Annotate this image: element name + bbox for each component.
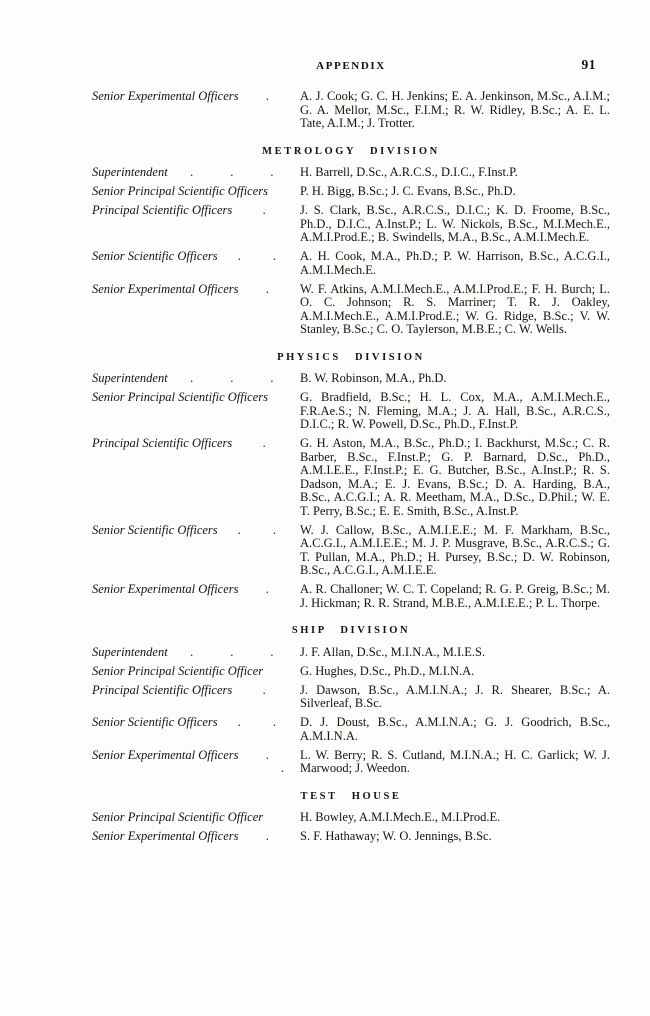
- division-section: [92, 351, 610, 611]
- entry-leader-dots: [168, 166, 300, 180]
- entry-label: [92, 524, 300, 538]
- division-section: [92, 90, 610, 131]
- entry-label-line: [92, 811, 300, 825]
- entry-label-line: [92, 583, 300, 597]
- entry-value: L. W. Berry; R. S. Cutland, M.I.N.A.; H. C. Garlick; W. J. Marwood; J. Weedon.: [300, 747, 610, 775]
- entry-label-line: [92, 524, 300, 538]
- entry-label-text: Superintendent: [92, 644, 168, 659]
- entry-leader-dots: [239, 749, 301, 763]
- entry-label-text: Senior Experimental Officers: [92, 89, 239, 103]
- entry-label-text: Senior Principal Scientific Officers: [92, 390, 269, 404]
- entry-label-line: [92, 437, 300, 451]
- staff-entry-row: [92, 437, 610, 518]
- page-title: APPENDIX: [316, 60, 386, 72]
- staff-entry-row: [92, 391, 610, 432]
- entry-label: [92, 372, 300, 386]
- entry-value: A. R. Challoner; W. C. T. Copeland; R. G. P. Greig, B.Sc.; M. J. Hickman; R. R. Strand, M.B.E., A.M.I.E.E.; P. L. Thorpe.: [300, 582, 610, 610]
- entry-label: [92, 583, 300, 597]
- entry-label: [92, 283, 300, 297]
- leader-dot: .: [272, 522, 276, 537]
- entry-label-text: Senior Scientific Officers: [92, 715, 218, 729]
- staff-entry-row: [92, 204, 610, 245]
- running-header: [92, 57, 610, 75]
- leader-dot: .: [190, 644, 194, 659]
- entry-label-text: Senior Experimental Officers: [92, 829, 239, 843]
- staff-entry-row: [92, 646, 610, 660]
- section-heading: SHIP DIVISION: [291, 625, 411, 636]
- staff-entry-row: [92, 716, 610, 743]
- leader-dot: .: [190, 165, 194, 179]
- entry-leader-dots: [218, 524, 300, 538]
- entry-label-line: [92, 90, 300, 104]
- entry-label: [92, 684, 300, 698]
- entry-label-line: [92, 185, 300, 199]
- entry-label-line: [92, 204, 300, 218]
- entry-label: [92, 166, 300, 180]
- staff-entry-row: [92, 90, 610, 131]
- entry-label-line: [92, 166, 300, 180]
- staff-entry-row: [92, 749, 610, 776]
- entry-label: [92, 716, 300, 730]
- entry-label: [92, 749, 300, 776]
- entry-value: G. H. Aston, M.A., B.Sc., Ph.D.; I. Backhurst, M.Sc.; C. R. Barber, B.Sc., F.Inst.P.; G. P. Barnard, D.Sc., Ph.D., A.M.I.E.E., F.Inst.P.; E. G. Butcher, B.Sc., A.Inst.P.; R. S. Dadson, M.A.; E. J. Evans, B.Sc.; D. A. Harding, B.A., B.Sc., A.C.G.I.; A. R. Meetham, M.A., D.Sc., D.Phil.; W. E. T. Perry, B.Sc.; E. E. Smith, B.Sc., A.Inst.P.: [300, 436, 610, 518]
- entry-label-text: Principal Scientific Officers: [92, 203, 233, 217]
- leader-dot: .: [190, 371, 194, 385]
- leader-dot: .: [237, 715, 241, 729]
- leader-dot: .: [270, 165, 274, 179]
- entry-value: H. Bowley, A.M.I.Mech.E., M.I.Prod.E.: [300, 810, 501, 824]
- entry-label-line: [92, 372, 300, 386]
- entry-leader-dots: [239, 583, 301, 597]
- entry-label-text: Senior Principal Scientific Officers: [92, 184, 269, 198]
- leader-dot: .: [265, 747, 269, 762]
- staff-entry-row: [92, 283, 610, 337]
- entry-label-text: Senior Experimental Officers: [92, 281, 239, 296]
- entry-label-line: [92, 250, 300, 264]
- division-section: [92, 624, 610, 776]
- leader-dot: .: [272, 249, 276, 263]
- section-heading: METROLOGY DIVISION: [262, 145, 440, 157]
- entry-label-line: [92, 391, 300, 405]
- staff-entry-row: [92, 811, 610, 825]
- entry-label-text: Senior Scientific Officers: [92, 249, 218, 263]
- entry-label-text: Senior Principal Scientific Officer: [92, 810, 264, 824]
- entry-value: W. J. Callow, B.Sc., A.M.I.E.E.; M. F. Markham, B.Sc., A.C.G.I., A.M.I.E.E.; M. J. P. Musgrave, B.Sc., A.R.C.S.; G. T. Pullan, M.A., Ph.D.; H. Pursey, B.Sc.; D. W. Robinson, B.Sc., A.C.G.I., A.M.I.E.E.: [300, 522, 610, 577]
- leader-dot: .: [262, 436, 266, 450]
- entry-value: G. Hughes, D.Sc., Ph.D., M.I.N.A.: [300, 663, 475, 678]
- section-entries: [92, 166, 610, 337]
- entry-label-text: Senior Principal Scientific Officer: [92, 663, 264, 678]
- entry-value: D. J. Doust, B.Sc., A.M.I.N.A.; G. J. Goodrich, B.Sc., A.M.I.N.A.: [300, 715, 610, 743]
- section-entries: [92, 372, 610, 610]
- staff-entry-row: [92, 583, 610, 610]
- entry-label-line: [92, 749, 300, 763]
- section-entries: [92, 90, 610, 131]
- entry-leader-dots: [239, 830, 301, 844]
- leader-dot: .: [270, 371, 274, 385]
- entry-value: W. F. Atkins, A.M.I.Mech.E., A.M.I.Prod.E.; F. H. Burch; L. O. C. Johnson; R. S. Marriner; T. R. J. Oakley, A.M.I.Mech.E., A.M.I.Prod.E.; W. G. Ridge, B.Sc.; V. W. Stanley, B.Sc.; C. O. Taylerson, M.B.E.; C. W. Wells.: [300, 281, 610, 336]
- entry-label-text: Superintendent: [92, 371, 168, 385]
- entry-label: [92, 830, 300, 844]
- entry-label-text: Principal Scientific Officers: [92, 436, 233, 450]
- entry-label-line: [92, 646, 300, 660]
- leader-dot: .: [272, 715, 276, 729]
- entry-value: A. J. Cook; G. C. H. Jenkins; E. A. Jenkinson, M.Sc., A.I.M.; G. A. Mellor, M.Sc., F.I.M.; R. W. Ridley, B.Sc.; A. E. L. Tate, A.I.M.; J. Trotter.: [300, 89, 610, 130]
- entry-value: J. F. Allan, D.Sc., M.I.N.A., M.I.E.S.: [300, 644, 486, 659]
- entry-leader-dots: [218, 716, 300, 730]
- entry-value: P. H. Bigg, B.Sc.; J. C. Evans, B.Sc., Ph.D.: [300, 184, 516, 198]
- staff-entry-row: [92, 166, 610, 180]
- page-number: 91: [581, 57, 596, 72]
- entry-label-line: [92, 830, 300, 844]
- division-section: [92, 145, 610, 337]
- entry-label: [92, 90, 300, 104]
- entry-label: [92, 646, 300, 660]
- leader-dot: .: [265, 582, 269, 596]
- entry-label-line: [92, 716, 300, 730]
- staff-entry-row: [92, 830, 610, 844]
- entry-label: [92, 437, 300, 451]
- entry-label-text: Senior Experimental Officers: [92, 582, 239, 596]
- entry-label: [92, 250, 300, 264]
- leader-dot: .: [237, 249, 241, 263]
- leader-dot: .: [262, 203, 266, 217]
- entry-value: J. S. Clark, B.Sc., A.R.C.S., D.I.C.; K. D. Froome, B.Sc., Ph.D., D.I.C., A.Inst.P.; L. W. Nickols, B.Sc., M.I.Mech.E., A.M.I.Prod.E.; B. Swindells, M.A., B.Sc., A.M.I.Mech.E.: [300, 203, 610, 244]
- entry-leader-dots-line2: .: [280, 761, 284, 775]
- staff-entry-row: [92, 524, 610, 578]
- leader-dot: .: [265, 89, 269, 103]
- document-body: [92, 90, 610, 844]
- division-section: [92, 790, 610, 844]
- leader-dot: .: [265, 281, 269, 296]
- entry-value: G. Bradfield, B.Sc.; H. L. Cox, M.A., A.M.I.Mech.E., F.R.Ae.S.; N. Fleming, M.A.; J. A. Hall, B.Sc., A.R.C.S., D.I.C.; R. W. Powell, D.Sc., Ph.D., F.Inst.P.: [300, 390, 610, 431]
- entry-label-text: Senior Scientific Officers: [92, 522, 218, 537]
- entry-label-line: [92, 665, 300, 679]
- staff-entry-row: [92, 372, 610, 386]
- leader-dot: .: [237, 522, 241, 537]
- section-entries: [92, 811, 610, 844]
- entry-leader-dots: [232, 684, 300, 698]
- entry-leader-dots: [239, 283, 301, 297]
- section-heading: TEST HOUSE: [300, 790, 402, 802]
- entry-leader-dots: [218, 250, 300, 264]
- section-entries: [92, 646, 610, 776]
- entry-value: H. Barrell, D.Sc., A.R.C.S., D.I.C., F.Inst.P.: [300, 165, 518, 179]
- entry-label-line: [92, 283, 300, 297]
- staff-entry-row: [92, 250, 610, 277]
- entry-value: A. H. Cook, M.A., Ph.D.; P. W. Harrison, B.Sc., A.C.G.I., A.M.I.Mech.E.: [300, 249, 610, 277]
- staff-entry-row: [92, 185, 610, 199]
- entry-label-text: Superintendent: [92, 165, 168, 179]
- staff-entry-row: [92, 665, 610, 679]
- entry-leader-dots: [168, 372, 300, 386]
- entry-leader-dots: [239, 90, 301, 104]
- entry-leader-dots: [168, 646, 300, 660]
- entry-label-text: Principal Scientific Officers: [92, 682, 233, 697]
- entry-leader-dots: [232, 204, 300, 218]
- entry-label: [92, 665, 300, 679]
- leader-dot: .: [270, 644, 274, 659]
- entry-leader-dots: [232, 437, 300, 451]
- section-heading: PHYSICS DIVISION: [277, 351, 425, 363]
- leader-dot: .: [230, 165, 234, 179]
- leader-dot: .: [230, 371, 234, 385]
- entry-label-line: [92, 684, 300, 698]
- leader-dot: .: [265, 829, 269, 843]
- leader-dot: .: [262, 682, 266, 697]
- leader-dot: .: [230, 644, 234, 659]
- entry-label: [92, 391, 300, 405]
- entry-label: [92, 811, 300, 825]
- staff-entry-row: [92, 684, 610, 711]
- entry-value: B. W. Robinson, M.A., Ph.D.: [300, 371, 447, 385]
- entry-value: S. F. Hathaway; W. O. Jennings, B.Sc.: [300, 829, 492, 843]
- entry-label-text: Senior Experimental Officers: [92, 747, 239, 762]
- entry-label: [92, 185, 300, 199]
- entry-value: J. Dawson, B.Sc., A.M.I.N.A.; J. R. Shearer, B.Sc.; A. Silverleaf, B.Sc.: [300, 682, 610, 710]
- entry-label: [92, 204, 300, 218]
